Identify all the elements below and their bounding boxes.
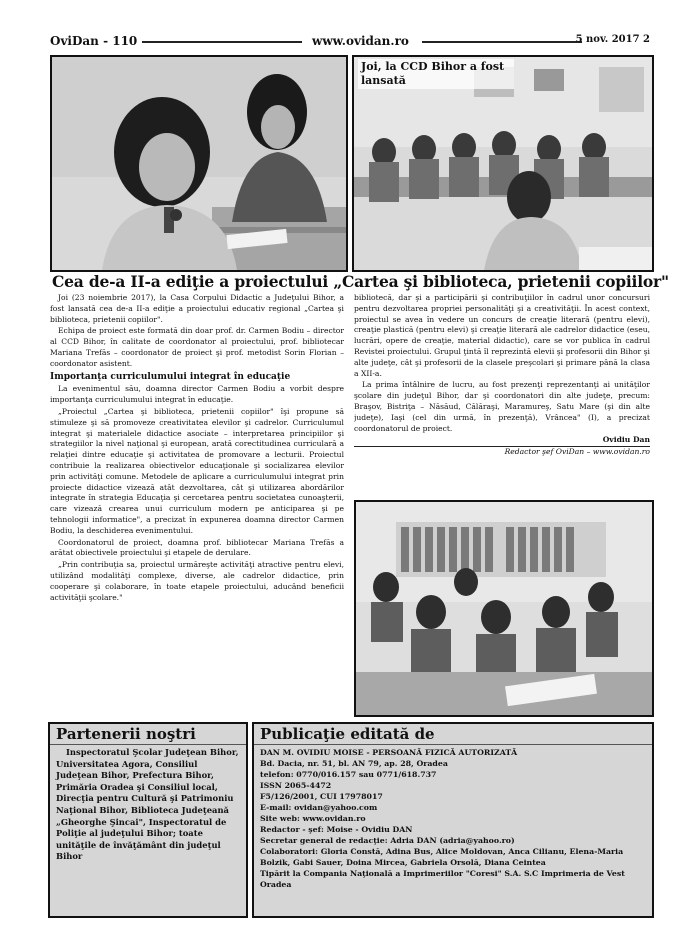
website-link[interactable]: Site web: www.ovidan.ro (260, 814, 366, 823)
publisher-address: Bd. Dacia, nr. 51, bl. AN 79, ap. 28, Oradea (260, 759, 448, 768)
signature-note: Redactor şef OviDan – www.ovidan.ro (354, 446, 650, 458)
contributors: Colaboratori: Gloria Constă, Adina Bus, Alice Moldovan, Anca Cilianu, Elena-Maria Bolzik, Gabi Sauer, Doina Mircea, Gabriela Orsolă, Diana Ceintea (260, 847, 624, 867)
paragraph: La evenimentul său, doamna director Carmen Bodiu a vorbit despre importanţa curriculumului integrat în educaţie. (50, 384, 344, 405)
paragraph: „Proiectul „Cartea şi biblioteca, prietenii copiilor" îşi propune să stimuleze şi să promoveze creativitatea elevilor şi cadrelor. Curriculumul integrat şi materialele didactice asociate – interpretarea principiilor şi strategiilor la nivel naţional şi european, arată corectitudinea curriculară a relaţiei dintre educaţie şi activitatea de promovare a lecturii. Proiectul contribuie la realizarea obiectivelor educaţionale şi socializarea elevilor prin activităţi comune. Metodele de aplicare a curriculumului integrat prin proiecte didactice vizează atât dezvoltarea, cât şi utilizarea abordărilor integrate în strategia Educaţia şi cercetarea pentru societatea cunoaşterii, care vizează crearea unui curriculum modern pe anticiparea şi pe tehnologii informatice", a precizat în expunerea doamna director Carmen Bodiu, la deschiderea evenimentului. (50, 406, 344, 535)
publication-box (252, 722, 654, 918)
article-column-right (354, 293, 650, 489)
author-signature: Ovidiu Dan (602, 435, 650, 445)
issue-number: OviDan - 110 (50, 34, 138, 48)
email-link[interactable]: E-mail: ovidan@yahoo.com (260, 803, 378, 812)
page-header (50, 34, 650, 50)
header-rule-right (422, 41, 582, 43)
editor-in-chief: Redactor - şef: Moise - Ovidiu DAN (260, 825, 413, 834)
header-rule-left (142, 41, 302, 43)
general-secretary: Secretar general de redacţie: Adria DAN (adria@yahoo.ro) (260, 836, 515, 845)
photo-audience (352, 55, 654, 272)
partners-box (48, 722, 248, 918)
partners-text: Inspectoratul Şcolar Judeţean Bihor, Universitatea Agora, Consiliul Judeţean Bihor, Prefectura Bihor, Primăria Oradea şi Consiliul local, Direcţia pentru Cultură şi Patrimoniu Naţional Bihor, Biblioteca Judeţeană „Gheorghe Şincai", Inspectoratul de Poliţie al judeţului Bihor; toate unităţile de învăţământ din judeţul Bihor (56, 747, 239, 862)
paragraph: La prima întâlnire de lucru, au fost prezenţi reprezentanţi ai unităţilor şcolare din judeţul Bihor, dar şi coordonatori din alte judeţe, precum: Braşov, Bistriţa – Năsăud, Călăraşi, Maramureş, Satu Mare (şi din alte judeţe), Iaşi (cel din urmă, în prezenţă), Vrâncea" (I), a precizat coordonatorul de proiect. (354, 380, 650, 433)
photo-speaker (50, 55, 348, 272)
subheading: Importanţa curriculumului integrat în educaţie (50, 371, 291, 382)
registration: F5/126/2001, CUI 17978017 (260, 792, 383, 801)
paragraph: bibliotecă, dar şi a participării şi contribuţiilor în cadrul unor concursuri pentru dezvoltarea propriei personalităţi şi a creativităţii. În acest context, proiectul se avea în vedere un concurs de creaţie literară (pentru elevi), creaţie plastică (pentru elevi) şi creaţie literară ale cadrelor didactice (eseu, lucrări, opere de creaţie, material didactic), care se vor publica în cadrul Revistei proiectului. Grupul ţintă îl reprezintă elevii şi profesorii din Bihor şi alte judeţe, cât şi profesorii de la clasele preşcolari şi primare până la clasa a XII-a. (354, 293, 650, 378)
date-page: 5 nov. 2017 2 (575, 34, 650, 45)
publication-details (254, 745, 652, 892)
partners-title: Partenerii noştri (50, 724, 246, 745)
paragraph: Echipa de proiect este formată din doar prof. dr. Carmen Bodiu – director al CCD Bihor, în calitate de coordonator al proiectului, prof. bibliotecar Mariana Trefăs – coordonator de proiect şi prof. metodist Sorin Florian – coordonator asistent. (50, 326, 344, 368)
publication-title: Publicaţie editată de (254, 724, 652, 745)
paragraph: Coordonatorul de proiect, doamna prof. bibliotecar Mariana Trefăs a arătat obiectivele proiectului şi etapele de derulare. (50, 537, 344, 558)
paragraph: Joi (23 noiembrie 2017), la Casa Corpului Didactic a Judeţului Bihor, a fost lansată cea de-a II-a ediţie a proiectului educativ regional „Cartea şi biblioteca, prietenii copiilor". (50, 293, 344, 324)
paragraph: „Prin contribuţia sa, proiectul urmăreşte activităţi atractive pentru elevi, utilizând modalităţi complexe, diverse, ale cadrelor didactice, prin cooperare şi colaborare, în toate etapele proiectului, aducând beneficii activităţii şcolare." (50, 560, 344, 602)
printer: Tipărit la Compania Naţională a Imprimeriilor "Coresi" S.A. S.C Imprimeria de Vest Oradea (260, 869, 625, 889)
issn: ISSN 2065-4472 (260, 781, 332, 790)
website-label[interactable]: www.ovidan.ro (312, 34, 409, 48)
article-title: Cea de-a II-a ediţie a proiectului „Cartea şi biblioteca, prietenii copiilor" (52, 272, 669, 291)
publisher-phone: telefon: 0770/016.157 sau 0771/618.737 (260, 770, 437, 779)
photo-meeting (354, 500, 654, 717)
publisher-name: DAN M. OVIDIU MOISE - PERSOANĂ FIZICĂ AUTORIZATĂ (260, 748, 518, 757)
article-column-left (50, 293, 344, 713)
photo-caption: Joi, la CCD Bihor a fost lansată (358, 59, 514, 89)
